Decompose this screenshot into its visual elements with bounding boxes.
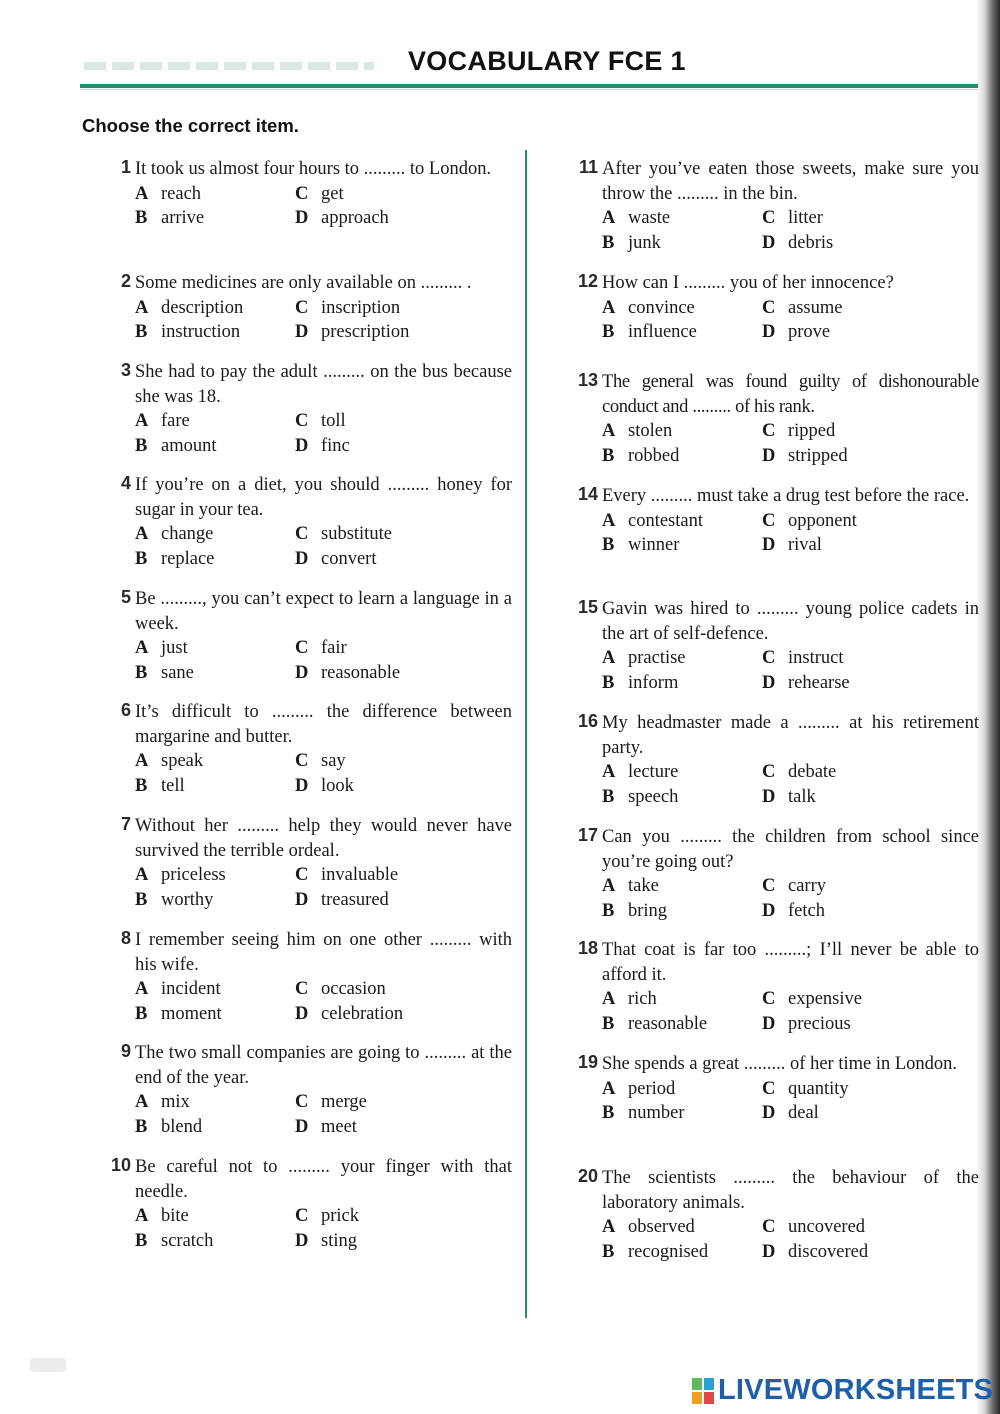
option-c[interactable]: C merge <box>295 1092 367 1112</box>
question-number: 15 <box>577 597 598 617</box>
question-number: 2 <box>120 271 131 291</box>
question-number: 17 <box>577 825 598 845</box>
option-c[interactable]: C substitute <box>295 524 392 544</box>
option-b[interactable]: B influence <box>602 322 697 342</box>
question-2 <box>120 271 512 345</box>
option-b[interactable]: B amount <box>135 435 217 456</box>
option-a[interactable]: A incident <box>135 979 221 999</box>
question-5 <box>120 587 512 685</box>
option-a[interactable]: A change <box>135 524 214 544</box>
option-d[interactable]: D finc <box>295 435 350 456</box>
question-number: 1 <box>120 157 131 177</box>
question-11 <box>578 157 979 255</box>
faded-page-number <box>30 1358 66 1372</box>
question-number: 4 <box>120 473 131 493</box>
option-b[interactable]: B moment <box>135 1003 222 1024</box>
question-text: She had to pay the adult ......... on the bus because she was 18. <box>135 362 512 407</box>
option-d[interactable]: D discovered <box>762 1241 869 1262</box>
question-17 <box>577 825 979 923</box>
options <box>602 874 979 923</box>
option-b[interactable]: B reasonable <box>602 1013 708 1034</box>
option-d[interactable]: D prescription <box>295 322 410 342</box>
option-b[interactable]: B number <box>602 1103 685 1123</box>
option-c[interactable]: C assume <box>762 297 843 318</box>
option-b[interactable]: B junk <box>602 232 661 253</box>
instruction-text: Choose the correct item. <box>82 115 299 136</box>
question-20 <box>577 1166 979 1264</box>
options <box>602 760 979 809</box>
option-d[interactable]: D fetch <box>762 900 825 921</box>
question-number: 8 <box>120 928 131 948</box>
question-number: 5 <box>120 587 131 607</box>
option-d[interactable]: D prove <box>762 322 831 342</box>
options <box>135 863 512 912</box>
options <box>602 206 979 255</box>
question-text: Be ........., you can’t expect to learn a language in a week. <box>135 589 512 634</box>
option-c[interactable]: C fair <box>295 638 347 658</box>
option-a[interactable]: A observed <box>602 1217 695 1237</box>
option-b[interactable]: B tell <box>135 775 185 796</box>
question-text: The general was found guilty of dishonourable conduct and ......... of his rank. <box>602 372 979 417</box>
column-divider <box>525 150 527 1318</box>
question-text: After you’ve eaten those sweets, make sure you throw the ......... in the bin. <box>602 159 979 204</box>
options <box>602 987 979 1036</box>
option-b[interactable]: B robbed <box>602 445 680 466</box>
question-number: 13 <box>577 370 598 390</box>
option-a[interactable]: A practise <box>602 648 686 668</box>
option-a[interactable]: A speak <box>135 751 204 771</box>
option-c[interactable]: C get <box>295 183 344 204</box>
question-text: How can I ......... you of her innocence? <box>602 273 894 293</box>
option-a[interactable]: A take <box>602 876 659 896</box>
option-d[interactable]: D rival <box>762 535 822 555</box>
option-c[interactable]: C ripped <box>762 421 836 441</box>
logo-text: LIVEWORKSHEETS <box>718 1374 994 1406</box>
options <box>135 522 512 571</box>
question-text: The two small companies are going to ......... at the end of the year. <box>135 1043 512 1088</box>
question-text: Gavin was hired to ......... young police cadets in the art of self-defence. <box>602 599 979 644</box>
option-a[interactable]: A mix <box>135 1092 190 1112</box>
option-c[interactable]: C prick <box>295 1206 360 1226</box>
option-d[interactable]: D debris <box>762 232 834 253</box>
question-number: 6 <box>120 700 131 720</box>
question-13 <box>577 370 979 468</box>
option-a[interactable]: A fare <box>135 411 190 431</box>
option-b[interactable]: B sane <box>135 662 194 683</box>
option-d[interactable]: D stripped <box>762 445 848 466</box>
question-14 <box>577 484 979 558</box>
option-a[interactable]: A rich <box>602 989 657 1009</box>
options <box>602 646 979 695</box>
question-number: 10 <box>110 1155 131 1175</box>
option-b[interactable]: B recognised <box>602 1241 709 1262</box>
question-text: Every ......... must take a drug test before the race. <box>602 486 970 506</box>
question-16 <box>577 711 979 809</box>
question-text: If you’re on a diet, you should ......... honey for sugar in your tea. <box>135 475 512 520</box>
option-a[interactable]: A just <box>135 638 188 658</box>
option-b[interactable]: B blend <box>135 1116 203 1137</box>
options <box>135 636 512 685</box>
question-8 <box>120 928 512 1026</box>
option-b[interactable]: B winner <box>602 535 680 555</box>
options <box>135 182 512 231</box>
question-19 <box>577 1052 979 1126</box>
question-text: Without her ......... help they would never have survived the terrible ordeal. <box>135 816 512 861</box>
option-a[interactable]: A reach <box>135 183 202 204</box>
question-text: I remember seeing him on one other ......... with his wife. <box>135 930 512 975</box>
option-a[interactable]: A stolen <box>602 421 673 441</box>
option-c[interactable]: C toll <box>295 411 346 431</box>
option-c[interactable]: C instruct <box>762 648 844 668</box>
faded-header-text <box>84 62 374 70</box>
option-c[interactable]: C occasion <box>295 979 386 999</box>
question-text: The scientists ......... the behaviour of the laboratory animals. <box>602 1168 979 1213</box>
option-c[interactable]: C quantity <box>762 1078 849 1099</box>
question-6 <box>120 700 512 798</box>
question-number: 18 <box>577 938 598 958</box>
question-10 <box>110 1155 512 1253</box>
title-rule <box>80 84 978 88</box>
option-c[interactable]: C expensive <box>762 989 862 1009</box>
option-d[interactable]: D sting <box>295 1230 357 1251</box>
option-c[interactable]: C say <box>295 751 346 771</box>
option-a[interactable]: A waste <box>602 208 671 228</box>
question-3 <box>120 360 512 458</box>
question-number: 14 <box>577 484 598 504</box>
question-9 <box>120 1041 512 1139</box>
option-b[interactable]: B inform <box>602 672 679 693</box>
option-b[interactable]: B replace <box>135 548 215 569</box>
option-d[interactable]: D precious <box>762 1013 851 1034</box>
question-7 <box>120 814 512 912</box>
option-a[interactable]: A lecture <box>602 762 679 782</box>
options <box>135 1090 512 1139</box>
options <box>602 1077 979 1126</box>
option-c[interactable]: C invaluable <box>295 865 399 885</box>
option-b[interactable]: B worthy <box>135 889 214 910</box>
options <box>135 296 512 345</box>
title-rule-shadow <box>80 89 978 90</box>
options <box>135 1204 512 1253</box>
option-b[interactable]: B speech <box>602 786 679 807</box>
option-c[interactable]: C debate <box>762 762 837 782</box>
option-c[interactable]: C opponent <box>762 510 857 531</box>
option-d[interactable]: D meet <box>295 1116 357 1137</box>
question-text: That coat is far too .........; I’ll never be able to afford it. <box>602 940 979 985</box>
question-number: 20 <box>577 1166 598 1186</box>
page-title: VOCABULARY FCE 1 <box>408 46 686 76</box>
option-d[interactable]: D celebration <box>295 1003 404 1024</box>
question-number: 9 <box>120 1041 131 1061</box>
scan-page-edge <box>976 0 1000 1414</box>
options <box>135 409 512 458</box>
options <box>602 419 979 468</box>
options <box>135 749 512 798</box>
options <box>602 509 979 558</box>
question-4 <box>120 473 512 571</box>
option-a[interactable]: A period <box>602 1078 676 1099</box>
question-text: She spends a great ......... of her time in London. <box>602 1054 958 1074</box>
options <box>602 1215 979 1264</box>
question-number: 11 <box>578 157 598 177</box>
option-b[interactable]: B arrive <box>135 208 205 228</box>
option-b[interactable]: B scratch <box>135 1230 214 1251</box>
option-b[interactable]: B bring <box>602 900 668 921</box>
question-number: 19 <box>577 1052 598 1072</box>
question-18 <box>577 938 979 1036</box>
question-number: 3 <box>120 360 131 380</box>
option-c[interactable]: C carry <box>762 876 826 896</box>
question-number: 7 <box>120 814 131 834</box>
option-d[interactable]: D treasured <box>295 889 389 910</box>
option-a[interactable]: A convince <box>602 297 695 318</box>
question-12 <box>577 271 979 345</box>
option-d[interactable]: D rehearse <box>762 672 850 693</box>
option-a[interactable]: A priceless <box>135 865 226 885</box>
question-text: My headmaster made a ......... at his retirement party. <box>602 713 979 758</box>
option-b[interactable]: B instruction <box>135 322 241 342</box>
liveworksheets-logo[interactable] <box>692 1374 993 1407</box>
option-c[interactable]: C inscription <box>295 297 401 318</box>
question-text: It’s difficult to ......... the difference between margarine and butter. <box>135 702 512 747</box>
option-d[interactable]: D deal <box>762 1103 819 1123</box>
options <box>135 977 512 1026</box>
question-text: Be careful not to ......... your finger with that needle. <box>135 1157 512 1202</box>
option-d[interactable]: D approach <box>295 208 389 228</box>
option-a[interactable]: A bite <box>135 1206 189 1226</box>
question-15 <box>577 597 979 695</box>
option-d[interactable]: D reasonable <box>295 662 401 683</box>
question-1 <box>120 157 512 231</box>
question-text: It took us almost four hours to ......... to London. <box>135 159 492 179</box>
options <box>602 296 979 345</box>
option-d[interactable]: D look <box>295 775 354 796</box>
option-c[interactable]: C litter <box>762 208 823 228</box>
question-text: Can you ......... the children from school since you’re going out? <box>602 827 979 872</box>
liveworksheets-grid-icon <box>692 1378 714 1404</box>
question-number: 12 <box>577 271 598 291</box>
question-number: 16 <box>577 711 598 731</box>
question-text: Some medicines are only available on ......... . <box>135 273 472 293</box>
option-d[interactable]: D convert <box>295 548 377 569</box>
option-a[interactable]: A description <box>135 297 244 318</box>
option-a[interactable]: A contestant <box>602 510 704 531</box>
option-d[interactable]: D talk <box>762 786 816 807</box>
option-c[interactable]: C uncovered <box>762 1217 866 1237</box>
